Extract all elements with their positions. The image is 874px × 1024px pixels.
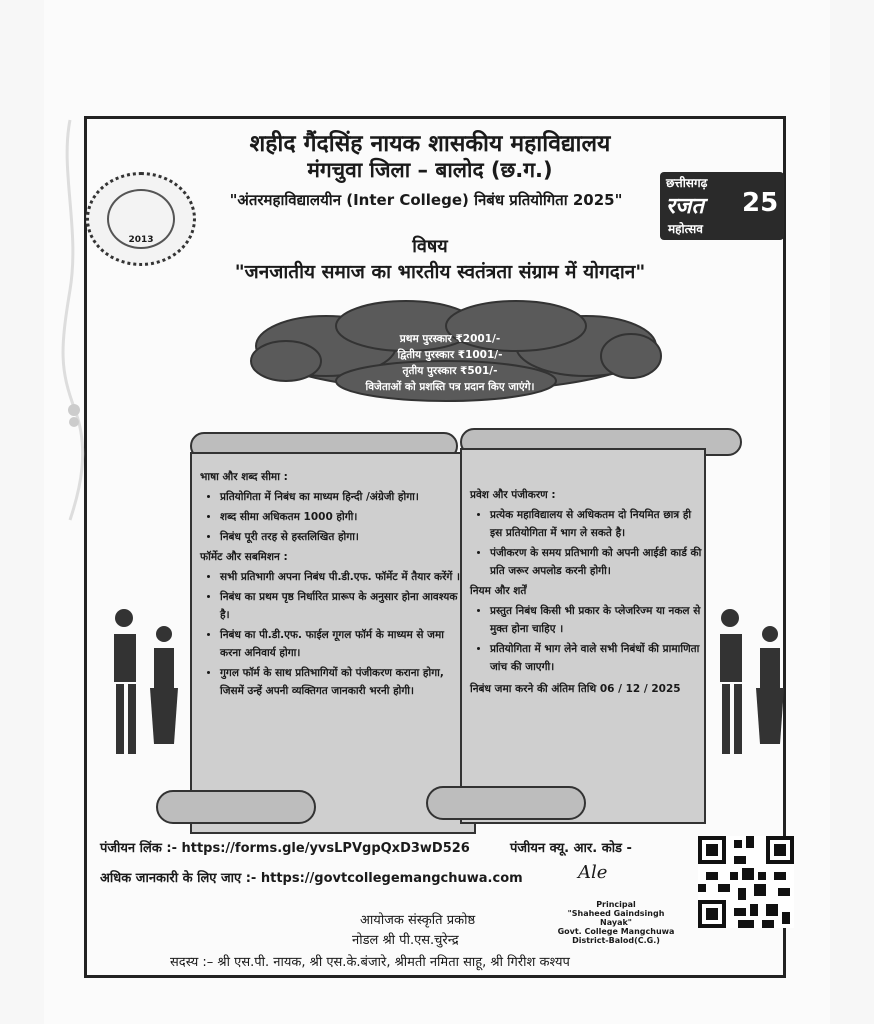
college-location: मंगचुवा जिला – बालोद (छ.ग.) — [307, 158, 553, 182]
prize-second: द्वितीय पुरस्कार ₹1001/- — [397, 349, 503, 361]
qr-label: पंजीयन क्यू. आर. कोड - — [510, 841, 632, 856]
list-item: • निबंध का पी.डी.एफ. फाईल गूगल फॉर्म के माध्यम से जमा करना अनिवार्य होगा। — [220, 626, 468, 662]
list-item: • निबंध पूरी तरह से हस्तलिखित होगा। — [220, 528, 468, 546]
list-item: • शब्द सीमा अधिकतम 1000 होगी। — [220, 508, 468, 526]
badge-number: 25 — [742, 188, 779, 218]
right-section1-title: प्रवेश और पंजीकरण : — [470, 489, 556, 501]
signature-block — [556, 900, 676, 945]
tribal-figures-left — [104, 594, 184, 774]
list-item: • प्रतियोगिता में भाग लेने वाले सभी निबंधों की प्रामाणिता जांच की जाएगी। — [490, 640, 702, 676]
list-item: • पंजीकरण के समय प्रतिभागी को अपनी आईडी कार्ड की प्रति जरूर अपलोड करनी होगी। — [490, 544, 702, 580]
left-section1-list — [200, 488, 468, 546]
signature-name: "Shaheed Gaindsingh Nayak" — [567, 909, 665, 927]
signature-title: Principal — [596, 900, 636, 909]
nodal-officer: नोडल श्री पी.एस.चुरेन्द्र — [352, 933, 459, 948]
signature-district: District-Balod(C.G.) — [572, 936, 660, 945]
prize-third: तृतीय पुरस्कार ₹501/- — [402, 365, 498, 377]
list-item: • निबंध का प्रथम पृष्ठ निर्धारित प्रारूप के अनुसार होना आवश्यक है। — [220, 588, 468, 624]
badge-line3: महोत्सव — [668, 222, 703, 236]
left-section2-list — [200, 568, 468, 700]
right-scroll-bottom — [426, 786, 586, 820]
prize-certificate: विजेताओं को प्रशस्ति पत्र प्रदान किए जाएंगे। — [365, 381, 535, 393]
list-item: • प्रस्तुत निबंध किसी भी प्रकार के प्लेजरिज्म या नकल से मुक्त होना चाहिए । — [490, 602, 702, 638]
signature-college: Govt. College Mangchuwa — [557, 927, 675, 936]
list-item: • सभी प्रतिभागी अपना निबंध पी.डी.एफ. फॉर्मेट में तैयार करेंगें । — [220, 568, 468, 586]
organizer: आयोजक संस्कृति प्रकोष्ठ — [360, 913, 476, 928]
left-section1-title: भाषा और शब्द सीमा : — [200, 471, 288, 483]
list-item: • प्रत्येक महाविद्यालय से अधिकतम दो नियमित छात्र ही इस प्रतियोगिता में भाग ले सकते है। — [490, 506, 702, 542]
registration-link[interactable]: पंजीयन लिंक :- https://forms.gle/yvsLPVgpQxD3wD526 — [100, 841, 470, 856]
signature-mark: Ale — [578, 862, 608, 883]
registration-qr-code[interactable] — [698, 836, 794, 928]
right-section2-list — [470, 602, 702, 676]
seal-year: 2013 — [128, 235, 154, 245]
left-scroll — [190, 452, 476, 834]
submission-deadline: निबंध जमा करने की अंतिम तिथि 06 / 12 / 2025 — [470, 683, 681, 695]
right-scroll — [460, 448, 706, 824]
right-section2-title: नियम और शर्तें — [470, 585, 527, 597]
left-scroll-bottom — [156, 790, 316, 824]
college-name: शहीद गैंदसिंह नायक शासकीय महाविद्यालय — [249, 131, 611, 157]
tribal-figures-right — [708, 594, 788, 774]
info-link[interactable]: अधिक जानकारी के लिए जाए :- https://govtcollegemangchuwa.com — [100, 871, 523, 886]
list-item: • गुगल फॉर्म के साथ प्रतिभागियों को पंजीकरण कराना होगा, जिसमें उन्हें अपनी व्यक्तिगत जानकारी भरनी होगी। — [220, 664, 468, 700]
left-section2-title: फॉर्मेट और सबमिशन : — [200, 551, 288, 563]
subject-topic: "जनजातीय समाज का भारतीय स्वतंत्रता संग्राम में योगदान" — [234, 261, 646, 283]
prize-first: प्रथम पुरस्कार ₹2001/- — [399, 333, 501, 345]
string-decoration — [40, 110, 100, 530]
list-item: • प्रतियोगिता में निबंध का माध्यम हिन्दी /अंग्रेजी होगा। — [220, 488, 468, 506]
subject-label: विषय — [412, 236, 448, 257]
committee-members: सदस्य :– श्री एस.पी. नायक, श्री एस.के.बंजारे, श्रीमती नमिता साहू, श्री गिरीश कश्यप — [170, 955, 570, 970]
badge-line2: रजत — [666, 194, 704, 219]
badge-line1: छत्तीसगढ़ — [666, 176, 708, 190]
right-section1-list — [470, 506, 702, 580]
competition-title: "अंतरमहाविद्यालयीन (Inter College) निबंध प्रतियोगिता 2025" — [229, 191, 623, 209]
